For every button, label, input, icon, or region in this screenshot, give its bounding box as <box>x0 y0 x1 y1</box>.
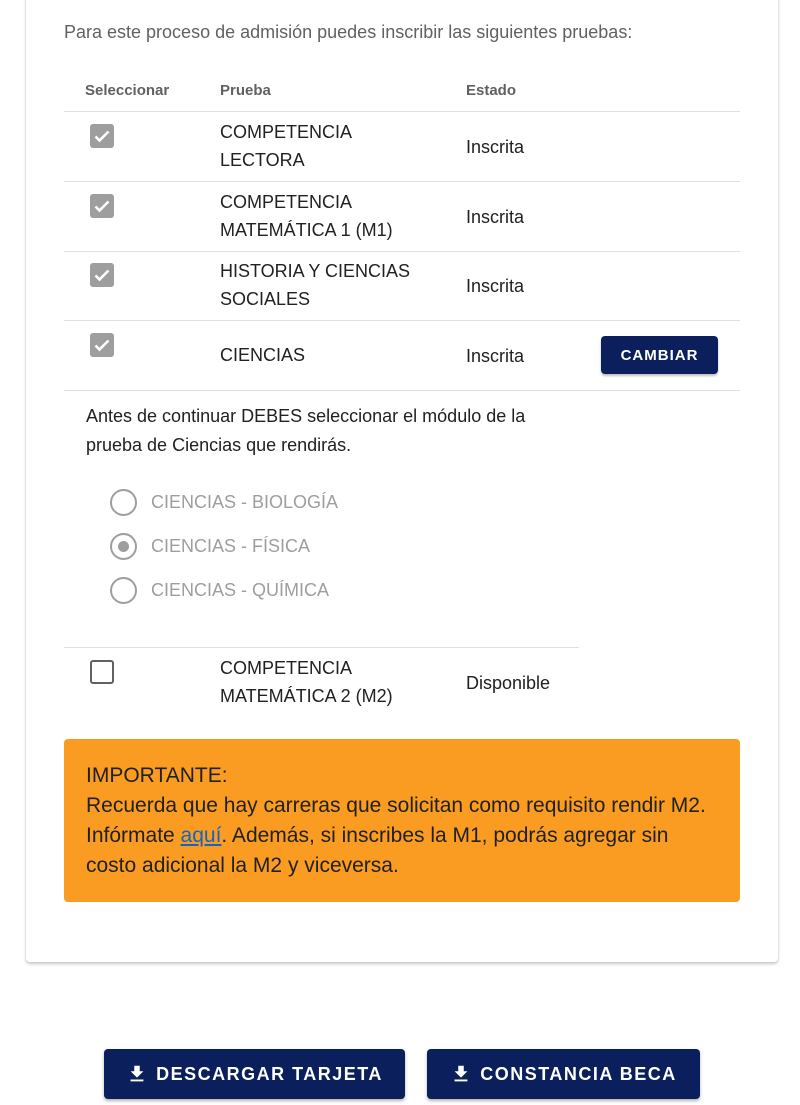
checkbox-checked[interactable] <box>90 333 114 357</box>
alert-body: Recuerda que hay carreras que solicitan como requisito rendir M2. Infórmate aquí. Además, si inscribes la M1, podrás agregar sin costo adicional la M2 y viceversa. <box>86 794 706 877</box>
download-icon <box>126 1063 148 1085</box>
prueba-name: COMPETENCIA MATEMÁTICA 1 (M1) <box>220 192 393 240</box>
check-icon <box>90 333 114 357</box>
prueba-name: HISTORIA Y CIENCIAS SOCIALES <box>220 261 411 309</box>
header-seleccionar: Seleccionar <box>85 82 170 99</box>
checkbox-checked[interactable] <box>90 194 114 218</box>
checkbox-unchecked[interactable] <box>90 660 114 684</box>
check-icon <box>90 263 114 287</box>
descargar-tarjeta-button[interactable]: DESCARGAR TARJETA <box>104 1049 405 1099</box>
radio-label: CIENCIAS - BIOLOGÍA <box>151 492 339 512</box>
table-row <box>64 182 740 252</box>
table-row <box>64 251 740 321</box>
alert-title: IMPORTANTE: <box>86 764 228 787</box>
table-row <box>64 321 740 391</box>
checkbox-checked[interactable] <box>90 263 114 287</box>
estado-value: Inscrita <box>466 207 525 227</box>
check-icon <box>90 194 114 218</box>
radio-circle <box>110 577 137 604</box>
estado-value: Inscrita <box>466 276 525 296</box>
table-row <box>64 112 740 182</box>
download-icon <box>450 1063 472 1085</box>
radio-label: CIENCIAS - FÍSICA <box>151 536 311 556</box>
intro-text: Para este proceso de admisión puedes inscribir las siguientes pruebas: <box>64 22 633 42</box>
table-header <box>64 78 740 112</box>
radio-circle <box>110 489 137 516</box>
ciencias-notice: Antes de continuar DEBES seleccionar el módulo de la prueba de Ciencias que rendirás. <box>86 406 526 455</box>
cambiar-button[interactable]: CAMBIAR <box>601 336 718 374</box>
prueba-name: COMPETENCIA MATEMÁTICA 2 (M2) <box>220 658 393 706</box>
check-icon <box>90 124 114 148</box>
prueba-name: COMPETENCIA LECTORA <box>220 122 353 170</box>
estado-value: Inscrita <box>466 137 525 157</box>
header-prueba: Prueba <box>220 82 271 99</box>
prueba-name: CIENCIAS <box>220 345 306 365</box>
estado-value: Disponible <box>466 673 551 693</box>
radio-label: CIENCIAS - QUÍMICA <box>151 580 330 600</box>
radio-circle-selected <box>110 533 137 560</box>
aqui-link[interactable]: aquí <box>180 824 222 847</box>
important-alert <box>64 739 740 902</box>
header-estado: Estado <box>466 82 517 99</box>
constancia-beca-button[interactable]: CONSTANCIA BECA <box>427 1049 700 1099</box>
table-row-m2 <box>64 647 579 719</box>
checkbox-checked[interactable] <box>90 124 114 148</box>
estado-value: Inscrita <box>466 346 525 366</box>
